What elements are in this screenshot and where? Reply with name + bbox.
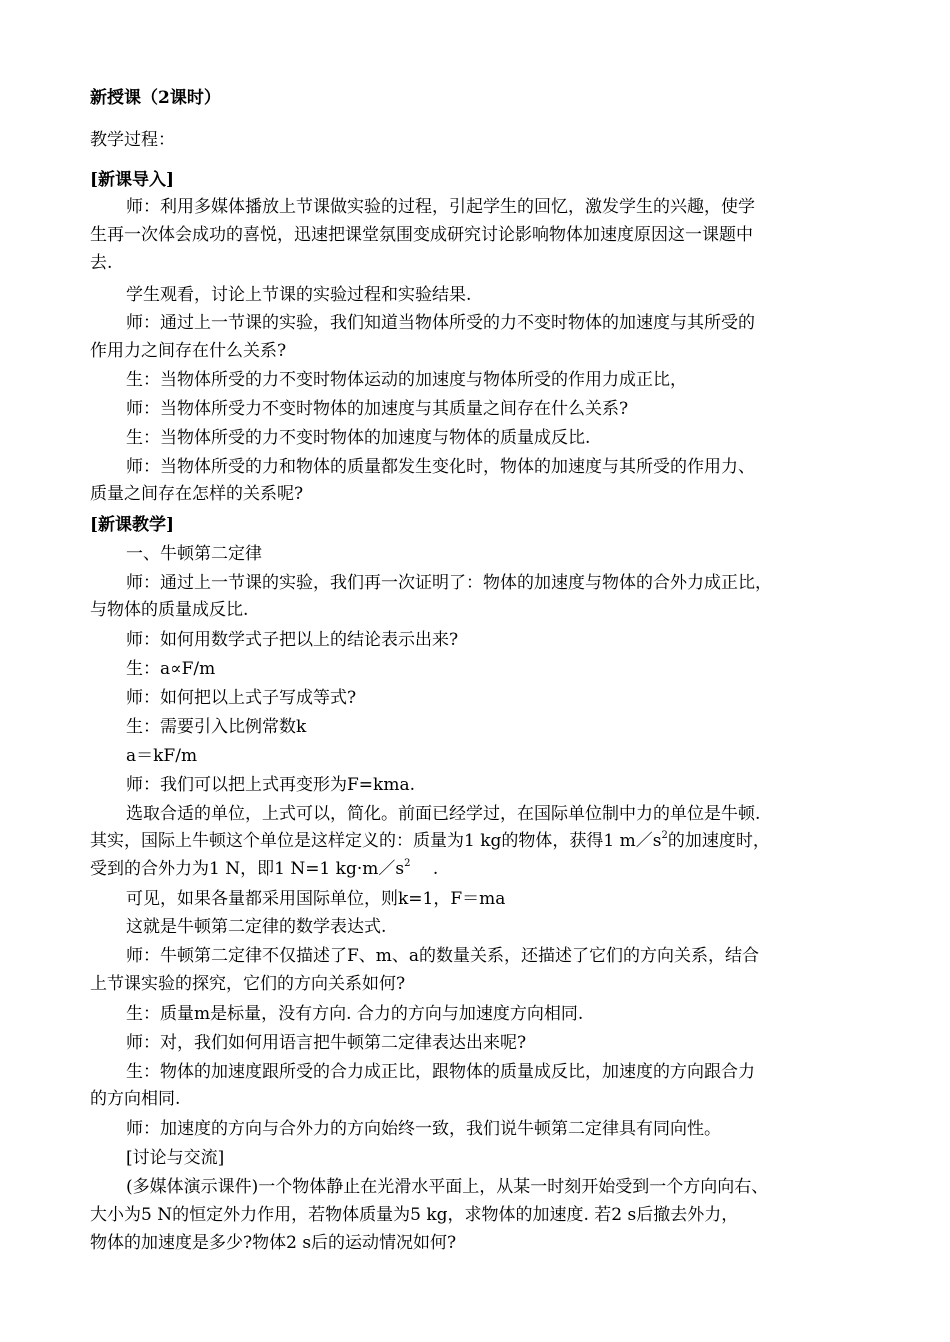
paragraph-line: 学生观看，讨论上节课的实验过程和实验结果. <box>126 285 472 305</box>
discussion-heading: [讨论与交流] <box>126 1148 225 1168</box>
paragraph-line: 师：通过上一节课的实验，我们知道当物体所受的力不变时物体的加速度与其所受的 <box>126 313 755 333</box>
paragraph-line: 物体的加速度是多少?物体2 s后的运动情况如何? <box>90 1233 457 1253</box>
paragraph-line: 生：当物体所受的力不变时物体的加速度与物体的质量成反比. <box>126 428 591 448</box>
paragraph-line: 师：如何把以上式子写成等式? <box>126 688 357 708</box>
paragraph-line: 师：加速度的方向与合外力的方向始终一致，我们说牛顿第二定律具有同向性。 <box>126 1119 721 1139</box>
paragraph-line: 去. <box>90 253 113 273</box>
paragraph-line <box>90 856 870 883</box>
section-heading-intro: [新课导入] <box>90 170 175 190</box>
paragraph-line: 生：a∝F/m <box>126 659 216 679</box>
paragraph-line: 师：通过上一节课的实验，我们再一次证明了：物体的加速度与物体的合外力成正比， <box>126 573 772 593</box>
paragraph-line: 可见，如果各量都采用国际单位，则k=1，F＝ma <box>126 889 506 909</box>
superscript: 2 <box>404 858 411 870</box>
paragraph-line: 作用力之间存在什么关系? <box>90 341 287 361</box>
paragraph-line: 的方向相同. <box>90 1089 181 1109</box>
paragraph-line: 师：当物体所受力不变时物体的加速度与其质量之间存在什么关系? <box>126 399 629 419</box>
paragraph-line: 师：利用多媒体播放上节课做实验的过程，引起学生的回忆，激发学生的兴趣，使学 <box>126 197 755 217</box>
paragraph-line: 这就是牛顿第二定律的数学表达式. <box>126 917 387 937</box>
paragraph-line: 师：当物体所受的力和物体的质量都发生变化时，物体的加速度与其所受的作用力、 <box>126 457 755 477</box>
formula-line: a＝kF/m <box>126 746 198 766</box>
subheading: 一、牛顿第二定律 <box>126 544 262 564</box>
paragraph-line: (多媒体演示课件)一个物体静止在光滑水平面上，从某一时刻开始受到一个方向向右、 <box>126 1177 769 1197</box>
paragraph-line: 师：如何用数学式子把以上的结论表示出来? <box>126 630 459 650</box>
paragraph-line: 生：质量m是标量，没有方向. 合力的方向与加速度方向相同. <box>126 1004 584 1024</box>
paragraph-line: 师：牛顿第二定律不仅描述了F、m、a的数量关系，还描述了它们的方向关系，结合 <box>126 946 760 966</box>
section-heading-teaching: [新课教学] <box>90 515 175 535</box>
paragraph-line: 选取合适的单位，上式可以，简化。前面已经学过，在国际单位制中力的单位是牛顿. <box>126 804 761 824</box>
paragraph-line: 生：物体的加速度跟所受的合力成正比，跟物体的质量成反比，加速度的方向跟合力 <box>126 1062 755 1082</box>
paragraph-line: 与物体的质量成反比. <box>90 600 249 620</box>
paragraph-line: 生：当物体所受的力不变时物体运动的加速度与物体所受的作用力成正比， <box>126 370 687 390</box>
paragraph-line: 质量之间存在怎样的关系呢? <box>90 484 304 504</box>
paragraph-line: 生：需要引入比例常数k <box>126 717 307 737</box>
paragraph-line: 大小为5 N的恒定外力作用，若物体质量为5 kg，求物体的加速度. 若2 s后撤去外力， <box>90 1205 739 1225</box>
paragraph-line: 师：对，我们如何用语言把牛顿第二定律表达出来呢? <box>126 1033 527 1053</box>
paragraph-line: 师：我们可以把上式再变形为F=kma. <box>126 775 415 795</box>
paragraph-line <box>90 828 870 855</box>
text-span: 其实，国际上牛顿这个单位是这样定义的：质量为1 kg的物体，获得1 m／s <box>90 831 662 851</box>
paragraph-line: 上节课实验的探究，它们的方向关系如何? <box>90 974 406 994</box>
text-span: 的加速度时， <box>667 831 770 851</box>
superscript: 2 <box>661 830 668 842</box>
text-span: 受到的合外力为1 N，即1 N=1 kg·m／s <box>90 859 405 879</box>
text-span: . <box>410 859 439 879</box>
paragraph-line: 生再一次体会成功的喜悦，迅速把课堂氛围变成研究讨论影响物体加速度原因这一课题中 <box>90 225 753 245</box>
lesson-title: 新授课（2课时） <box>90 88 221 108</box>
process-label: 教学过程： <box>90 130 175 150</box>
